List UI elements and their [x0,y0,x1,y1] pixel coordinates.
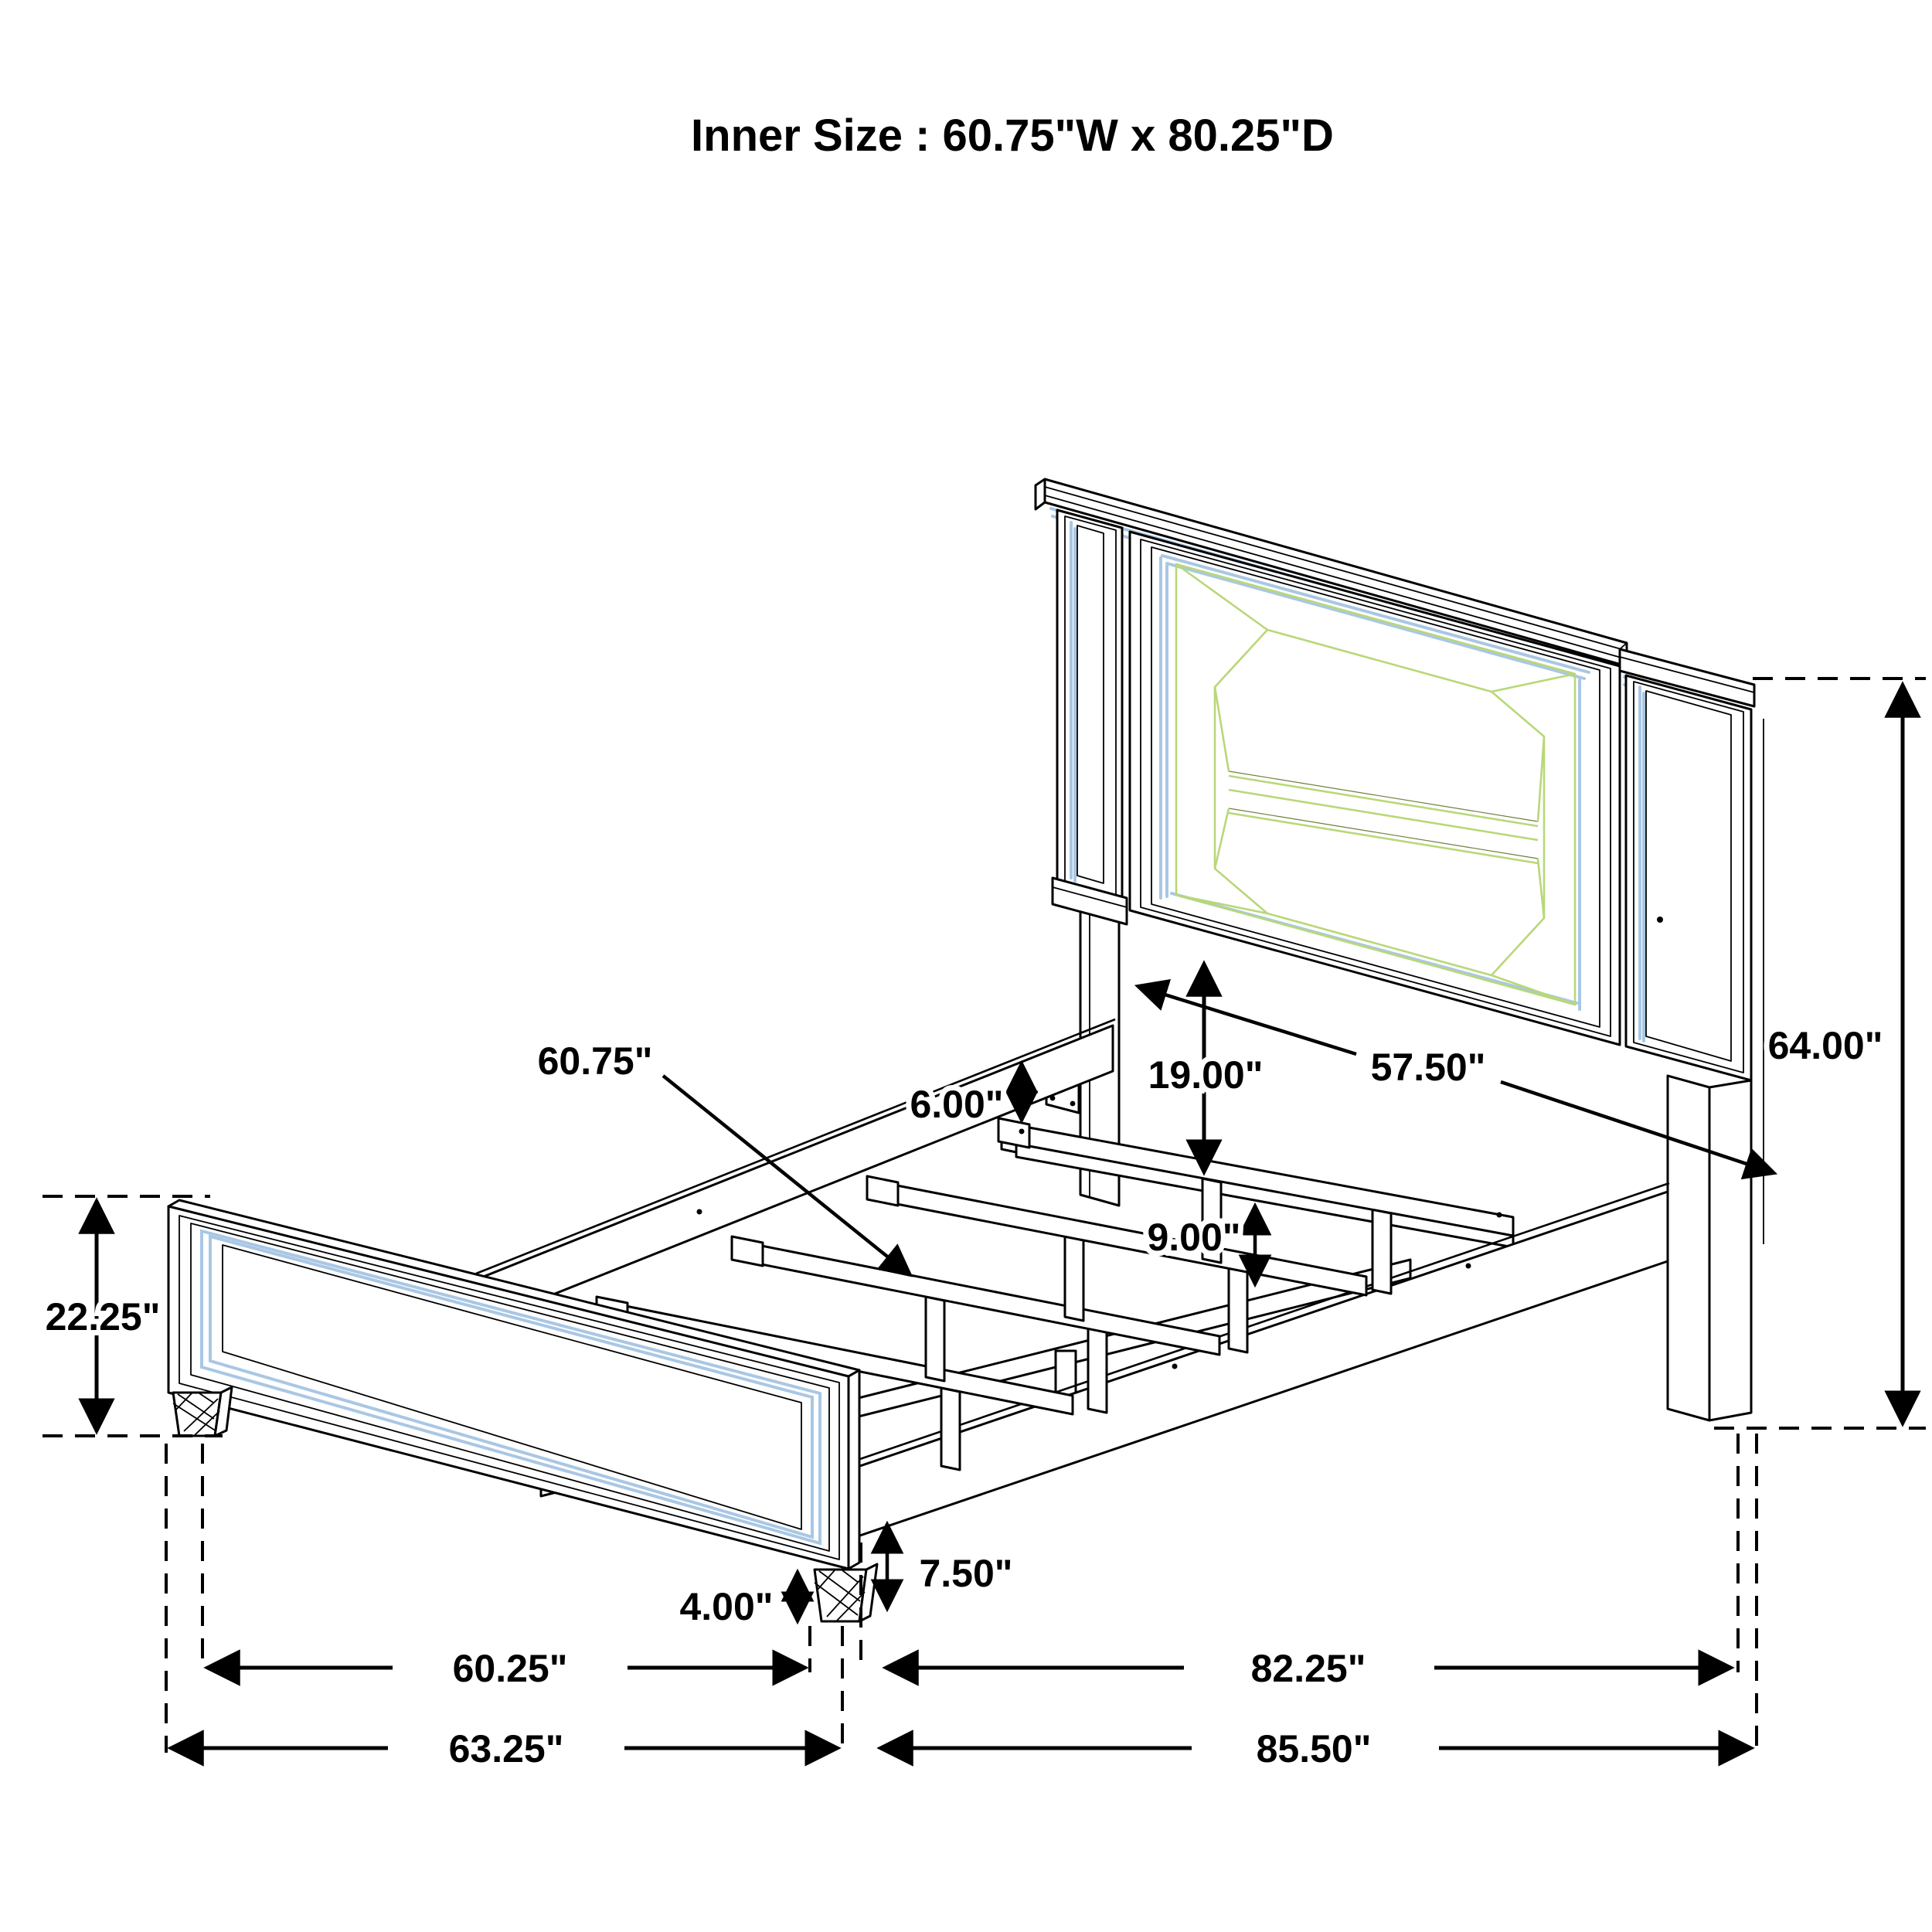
footboard-frame-width-label: 60.25" [452,1647,568,1690]
rail-clearance-label: 6.00" [910,1083,1004,1126]
slat-spacing-label: 9.00" [1147,1216,1241,1259]
page-title: Inner Size : 60.75"W x 80.25"D [691,111,1334,161]
inner-width-label: 60.75" [537,1039,653,1083]
footboard-height-label: 22.25" [45,1295,161,1338]
headboard-left-wing [1053,510,1127,924]
headboard-height-label: 64.00" [1767,1024,1883,1067]
headboard-right-wing [1626,675,1751,1080]
foot-height-label: 4.00" [679,1585,774,1628]
footboard-overall-width-label: 63.25" [448,1727,564,1770]
overall-length-label: 85.50" [1256,1727,1372,1770]
footboard-right-foot [815,1564,877,1621]
footboard-left-foot [173,1387,232,1436]
panel-to-rail-label: 19.00" [1148,1053,1264,1097]
headboard-inner-width-label: 57.50" [1370,1046,1486,1089]
rail-floor-clearance-label: 7.50" [919,1552,1013,1595]
frame-length-label: 82.25" [1250,1647,1366,1690]
